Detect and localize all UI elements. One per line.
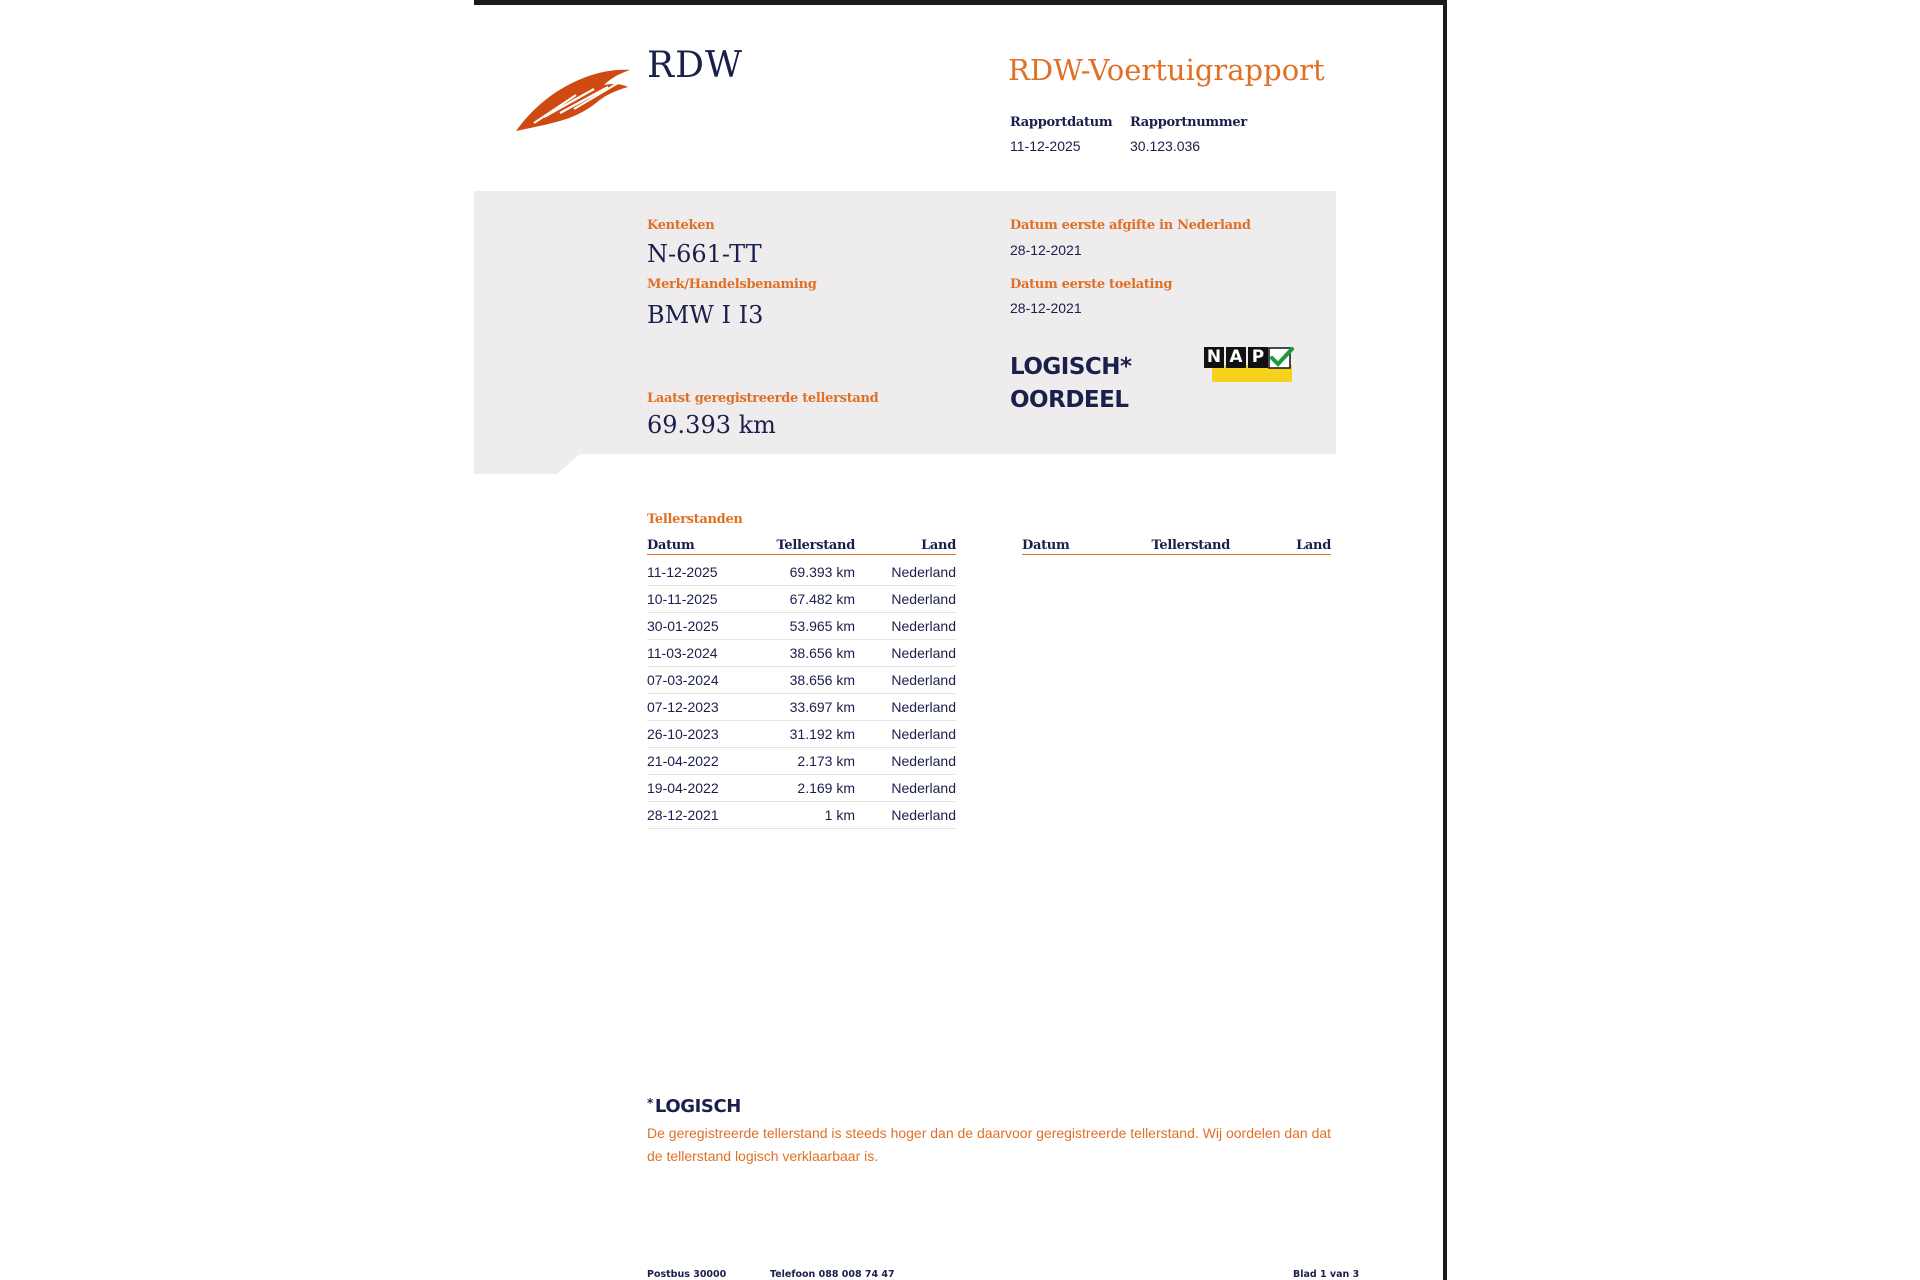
rdw-logo-icon — [514, 65, 632, 135]
cell-odometer: 2.169 km — [797, 780, 855, 796]
make-label: Merk/Handelsbenaming — [647, 277, 817, 292]
cell-country: Nederland — [891, 564, 956, 580]
footnote-title — [647, 1096, 741, 1117]
col-header-odometer: Tellerstand — [1151, 538, 1230, 553]
first-issue-value: 28-12-2021 — [1010, 242, 1082, 258]
table-rows — [647, 555, 956, 829]
col-header-country: Land — [921, 538, 956, 553]
footnote-star: * — [647, 1096, 653, 1110]
cell-odometer: 2.173 km — [797, 753, 855, 769]
cell-date: 10-11-2025 — [647, 591, 718, 607]
col-header-date: Datum — [647, 538, 695, 553]
footer-postbus: Postbus 30000 — [647, 1269, 727, 1280]
cell-country: Nederland — [891, 591, 956, 607]
cell-date: 11-03-2024 — [647, 645, 718, 661]
footnote-heading: LOGISCH — [654, 1096, 741, 1117]
verdict-line-2: OORDEEL — [1010, 387, 1129, 413]
first-issue-label: Datum eerste afgifte in Nederland — [1010, 218, 1251, 233]
table-row — [647, 613, 956, 640]
cell-country: Nederland — [891, 618, 956, 634]
cell-date: 21-04-2022 — [647, 753, 719, 769]
verdict-line-1: LOGISCH* — [1010, 354, 1132, 380]
cell-country: Nederland — [891, 753, 956, 769]
table-row — [647, 721, 956, 748]
readings-table-right — [1022, 533, 1331, 555]
table-header — [647, 533, 956, 555]
table-row — [647, 667, 956, 694]
cell-date: 07-03-2024 — [647, 672, 719, 688]
cell-date: 07-12-2023 — [647, 699, 719, 715]
cell-date: 28-12-2021 — [647, 807, 719, 823]
col-header-date: Datum — [1022, 538, 1070, 553]
cell-odometer: 67.482 km — [789, 591, 855, 607]
nap-letter-a: A — [1226, 347, 1246, 368]
report-date-label: Rapportdatum — [1010, 115, 1113, 130]
cell-date: 26-10-2023 — [647, 726, 719, 742]
table-row — [647, 694, 956, 721]
table-row — [647, 802, 956, 829]
cell-date: 19-04-2022 — [647, 780, 719, 796]
readings-title: Tellerstanden — [647, 512, 743, 527]
cell-odometer: 38.656 km — [789, 672, 855, 688]
cell-country: Nederland — [891, 780, 956, 796]
readings-table-left — [647, 533, 956, 829]
cell-odometer: 69.393 km — [789, 564, 855, 580]
cell-country: Nederland — [891, 645, 956, 661]
table-header — [1022, 533, 1331, 555]
table-row — [647, 586, 956, 613]
table-row — [647, 775, 956, 802]
report-number-label: Rapportnummer — [1130, 115, 1247, 130]
table-row — [647, 748, 956, 775]
cell-country: Nederland — [891, 699, 956, 715]
col-header-country: Land — [1296, 538, 1331, 553]
cell-odometer: 33.697 km — [789, 699, 855, 715]
make-value: BMW I I3 — [647, 301, 764, 329]
cell-date: 30-01-2025 — [647, 618, 719, 634]
plate-value: N-661-TT — [647, 240, 762, 268]
report-page — [474, 0, 1447, 1280]
cell-odometer: 38.656 km — [789, 645, 855, 661]
report-date: 11-12-2025 — [1010, 138, 1081, 154]
report-number: 30.123.036 — [1130, 138, 1201, 154]
cell-odometer: 1 km — [824, 807, 855, 823]
checkmark-icon — [1268, 347, 1294, 369]
footer-page-number: Blad 1 van 3 — [1293, 1269, 1360, 1280]
footnote-text: De geregistreerde tellerstand is steeds hoger dan de daarvoor geregistreerde tellerstand. Wij oordelen dan dat de tellerstand logisch verklaarbaar is. — [647, 1125, 1332, 1164]
nap-letters — [1204, 347, 1268, 368]
nap-letter-n: N — [1204, 347, 1224, 368]
report-title: RDW-Voertuigrapport — [1008, 53, 1325, 87]
cell-country: Nederland — [891, 807, 956, 823]
odometer-value: 69.393 km — [647, 411, 776, 439]
first-admission-label: Datum eerste toelating — [1010, 277, 1173, 292]
plate-label: Kenteken — [647, 218, 715, 233]
cell-date: 11-12-2025 — [647, 564, 718, 580]
odometer-label: Laatst geregistreerde tellerstand — [647, 391, 879, 406]
cell-country: Nederland — [891, 672, 956, 688]
table-row — [647, 640, 956, 667]
col-header-odometer: Tellerstand — [776, 538, 855, 553]
nap-letter-p: P — [1248, 347, 1268, 368]
panel-tab — [474, 454, 580, 474]
first-admission-value: 28-12-2021 — [1010, 300, 1082, 316]
cell-odometer: 31.192 km — [789, 726, 855, 742]
table-row — [647, 559, 956, 586]
nap-badge — [1204, 347, 1296, 383]
cell-odometer: 53.965 km — [789, 618, 855, 634]
cell-country: Nederland — [891, 726, 956, 742]
verdict — [1010, 351, 1132, 417]
footer-phone: Telefoon 088 008 74 47 — [770, 1269, 895, 1280]
brand-name: RDW — [647, 45, 743, 86]
